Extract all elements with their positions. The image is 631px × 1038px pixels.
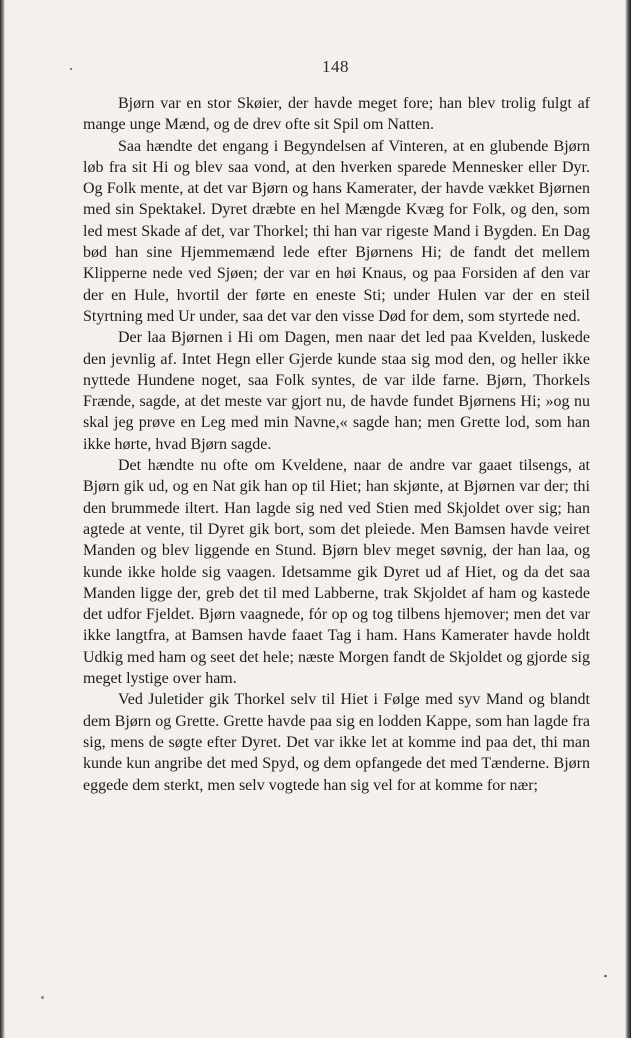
paper-speck [41, 996, 44, 999]
page-number: 148 [322, 57, 349, 76]
page-edge-left [0, 0, 5, 1038]
paragraph-5: Ved Juletider gik Thorkel selv til Hiet i Følge med syv Mand og blandt dem Bjørn og Grette. Grette havde paa sig en lodden Kappe, som han lagde fra sig, mens de søgte efter Dyret. Det var ikke let at komme ind paa det, thi man kunde kun angribe det med Spyd, og dem opfangede det med Tænderne. Bjørn eggede dem sterkt, men selv vogtede han sig vel for at komme for nær; [83, 691, 590, 794]
paragraph-1: Bjørn var en stor Skøier, der havde meget fore; han blev trolig fulgt af mange unge Mænd, og de drev ofte sit Spil om Natten. [83, 95, 590, 134]
paper-speck [70, 68, 72, 70]
body-text [83, 93, 590, 796]
paragraph-3: Der laa Bjørnen i Hi om Dagen, men naar det led paa Kvelden, luskede den jevnlig af. Intet Hegn eller Gjerde kunde staa sig mod den, og heller ikke nyttede Hundene noget, saa Folk syntes, de var ilde farne. Bjørn, Thorkels Frænde, sagde, at det meste var gjort nu, de havde fundet Bjørnens Hi; »og nu skal jeg prøve en Leg med min Navne,« sagde han; men Grette lod, som han ikke hørte, hvad Bjørn sagde. [83, 329, 590, 453]
paragraph-2: Saa hændte det engang i Begyndelsen af Vinteren, at en glubende Bjørn løb fra sit Hi og blev saa vond, at den hverken sparede Mennesker eller Dyr. Og Folk mente, at det var Bjørn og hans Kamerater, der havde vækket Bjørnen med sin Spektakel. Dyret dræbte en hel Mængde Kvæg for Folk, og den, som led mest Skade af det, var Thorkel; thi han var rigeste Mand i Bygden. En Dag bød han sine Hjemmemænd lede efter Bjørnens Hi; de fandt det mellem Klipperne nede ved Sjøen; der var en høi Knaus, og paa Forsiden af den var der en Hule, hvortil der førte en eneste Sti; under Hulen var der en steil Styrtning med Ur under, saa det var den visse Død for dem, som styrtede ned. [83, 137, 590, 325]
paper-speck [604, 975, 607, 977]
paragraph-4: Det hændte nu ofte om Kveldene, naar de andre var gaaet tilsengs, at Bjørn gik ud, og en Nat gik han op til Hiet; han skjønte, at Bjørnen var der; thi den brummede iltert. Han lagde sig ned ved Stien med Skjoldet over sig; han agtede at vente, til Dyret gik bort, som det pleiede. Men Bamsen havde veiret Manden og blev liggende en Stund. Bjørn blev meget søvnig, der han laa, og kunde ikke holde sig vaagen. Idetsamme gik Dyret ud af Hiet, og da det saa Manden ligge der, greb det til med Labberne, trak Skjoldet af ham og kastede det udfor Fjeldet. Bjørn vaagnede, fór op og tog tilbens hjemover; men det var ikke langtfra, at Bamsen havde faaet Tag i ham. Hans Kamerater havde holdt Udkig med ham og seet det hele; næste Morgen fandt de Skjoldet og gjorde sig meget lystige over ham. [83, 457, 590, 688]
page-edge-right [625, 0, 631, 1038]
